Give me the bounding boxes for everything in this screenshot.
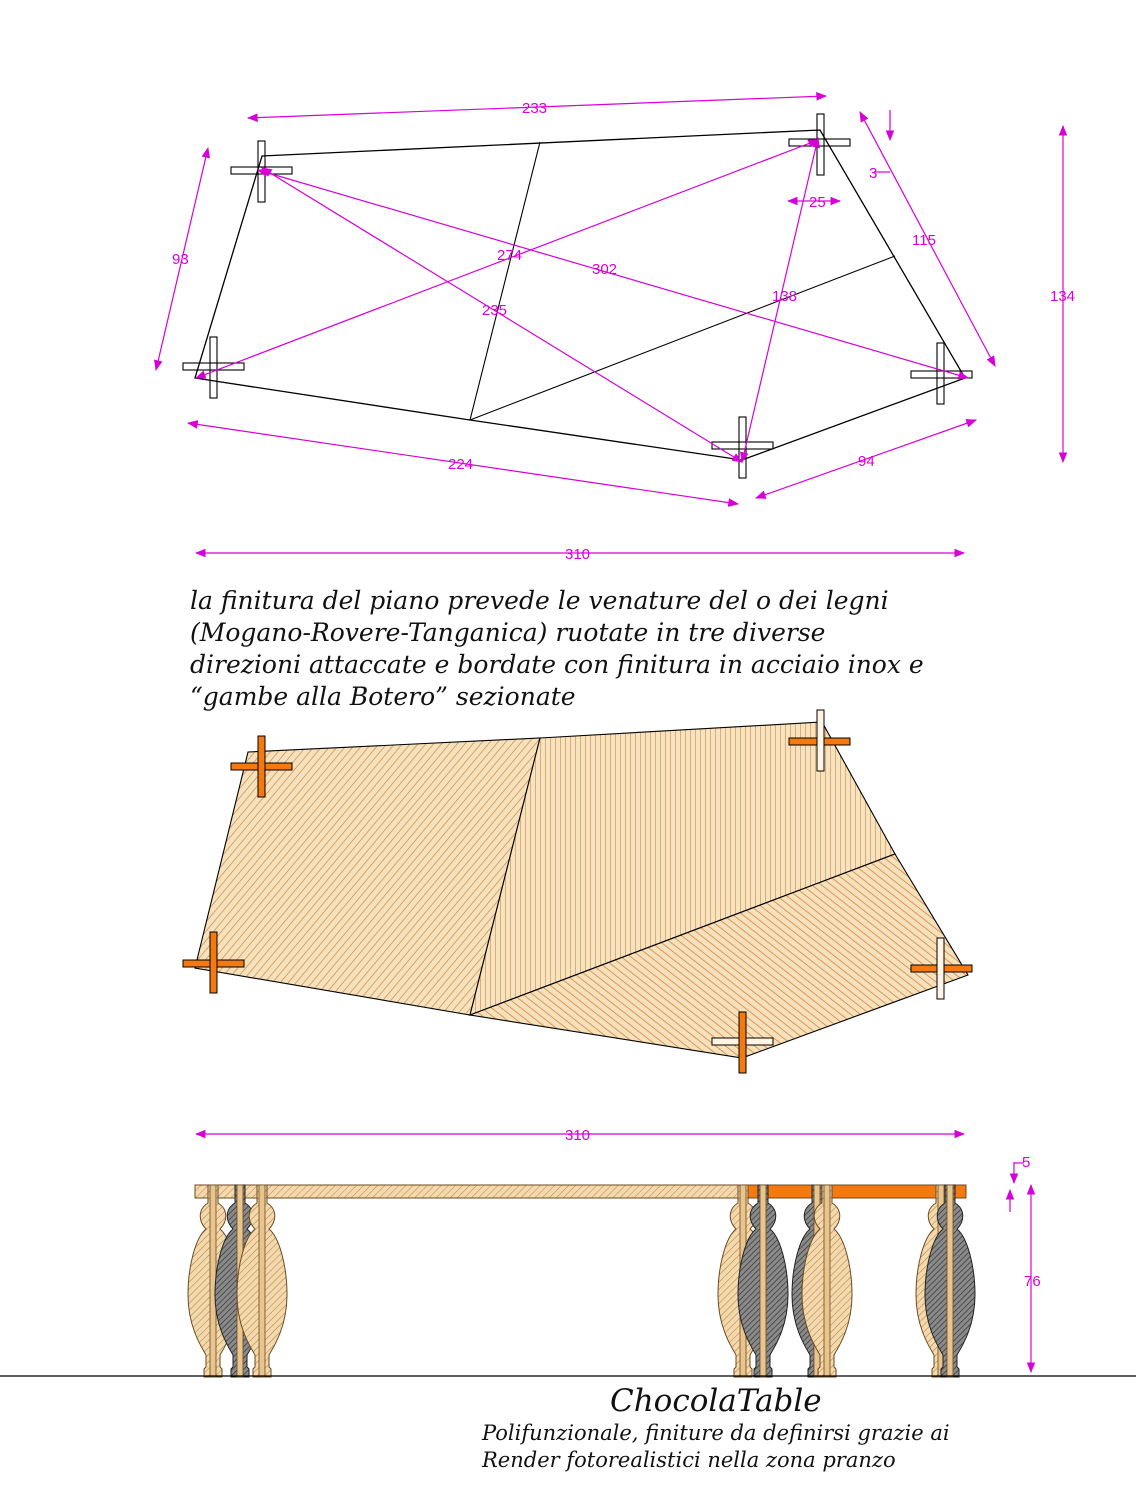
subtitle-line: Polifunzionale, finiture da definirsi grazie ai	[482, 1421, 950, 1445]
plan-outline	[195, 130, 965, 460]
product-title: ChocolaTable	[610, 1383, 822, 1419]
dim-bottom-right-edge: 94	[858, 453, 875, 470]
dim-offset-3: 3	[869, 165, 878, 182]
description-line: “gambe alla Botero” sezionate	[190, 682, 576, 711]
tabletop-orange	[748, 1185, 966, 1198]
description-line: la finitura del piano prevede le venature del o dei legni	[190, 586, 889, 615]
rendered-plan	[183, 710, 972, 1073]
dim-diagonal-b: 302	[592, 261, 618, 278]
description-line: (Mogano-Rovere-Tanganica) ruotate in tre diverse	[190, 618, 826, 647]
dim-top-thickness: 5	[1022, 1154, 1031, 1171]
elevation-view	[0, 1127, 1136, 1377]
description-line: direzioni attaccate e bordate con finitura in acciaio inox e	[190, 650, 924, 679]
dim-top-edge: 233	[522, 100, 548, 117]
dim-offset-25: 25	[809, 194, 826, 211]
plan-split-line-1	[470, 142, 540, 420]
table-leg	[188, 1185, 975, 1377]
tabletop-wood	[195, 1185, 748, 1198]
product-subtitle	[482, 1420, 950, 1474]
dim-left-edge: 93	[172, 251, 189, 268]
dim-table-height: 76	[1024, 1273, 1041, 1290]
dim-bottom-left-edge: 224	[448, 456, 474, 473]
plan-view	[156, 96, 1075, 563]
description-text	[190, 585, 924, 713]
dim-right-edge: 115	[912, 232, 936, 249]
dim-diagonal-a: 274	[497, 247, 523, 264]
subtitle-line: Render fotorealistici nella zona pranzo	[482, 1448, 896, 1472]
dim-diagonal-d: 138	[772, 288, 798, 305]
dim-height-134: 134	[1050, 288, 1076, 305]
dim-diagonal-c: 235	[482, 302, 508, 319]
dim-overall-width-plan: 310	[565, 546, 591, 563]
dim-overall-width-elevation: 310	[565, 1127, 591, 1144]
leg-marker	[183, 114, 972, 478]
